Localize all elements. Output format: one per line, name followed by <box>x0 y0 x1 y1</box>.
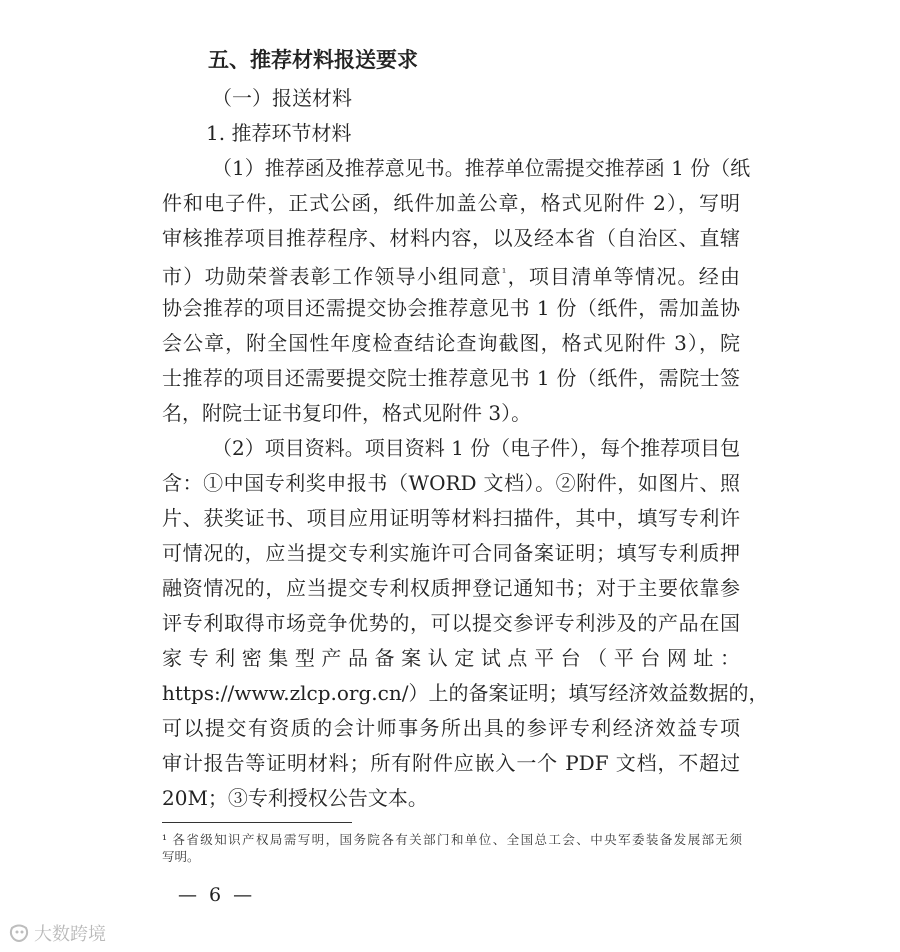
section-heading: 五、推荐材料报送要求 <box>208 47 418 72</box>
paragraph-line: 评专利取得市场竞争优势的，可以提交参评专利涉及的产品在国 <box>162 611 740 635</box>
paragraph-line: 名，附院士证书复印件，格式见附件 3）。 <box>162 401 532 425</box>
paragraph-line: 家专利密集型产品备案认定试点平台（平台网址： <box>162 646 740 670</box>
subsection-heading: （一）报送材料 <box>212 86 352 110</box>
paragraph-line: （1）推荐函及推荐意见书。推荐单位需提交推荐函 1 份（纸 <box>212 156 751 180</box>
paragraph-line: 20M；③专利授权公告文本。 <box>162 786 428 810</box>
paragraph-line: 可情况的，应当提交专利实施许可合同备案证明；填写专利质押 <box>162 541 740 565</box>
paragraph-line: （2）项目资料。项目资料 1 份（电子件），每个推荐项目包 <box>212 436 741 460</box>
footnote-line: ¹ 各省级知识产权局需写明，国务院各有关部门和单位、全国总工会、中央军委装备发展部无须 <box>162 832 742 847</box>
paragraph-line: 件和电子件，正式公函，纸件加盖公章，格式见附件 2），写明 <box>162 191 740 215</box>
item-title: 1. 推荐环节材料 <box>206 121 352 145</box>
watermark <box>8 920 106 946</box>
paragraph-line: 融资情况的，应当提交专利权质押登记通知书；对于主要依靠参 <box>162 576 740 600</box>
paragraph-line: 审计报告等证明材料；所有附件应嵌入一个 PDF 文档，不超过 <box>162 751 740 775</box>
footnote-marker: ¹ <box>501 266 507 279</box>
paragraph-line: 士推荐的项目还需要提交院士推荐意见书 1 份（纸件，需院士签 <box>162 366 740 390</box>
paragraph-line: 协会推荐的项目还需提交协会推荐意见书 1 份（纸件，需加盖协 <box>162 296 740 320</box>
footnote-divider <box>162 822 352 823</box>
watermark-text: 大数跨境 <box>34 924 106 945</box>
paragraph-line: https://www.zlcp.org.cn/）上的备案证明；填写经济效益数据的， <box>162 681 769 705</box>
paragraph-text: ，项目清单等情况。经由 <box>506 264 741 289</box>
paragraph-line: 片、获奖证书、项目应用证明等材料扫描件，其中，填写专利许 <box>162 506 740 530</box>
paragraph-line: 审核推荐项目推荐程序、材料内容，以及经本省（自治区、直辖 <box>162 226 740 250</box>
paragraph-line: 含：①中国专利奖申报书（WORD 文档）。②附件，如图片、照 <box>162 471 740 495</box>
paragraph-text: 市）功勋荣誉表彰工作领导小组同意 <box>162 264 502 289</box>
paragraph-line <box>162 261 740 289</box>
page-number: — 6 — <box>178 884 256 906</box>
paragraph-line: 可以提交有资质的会计师事务所出具的参评专利经济效益专项 <box>162 716 740 740</box>
paragraph-line: 会公章，附全国性年度检查结论查询截图，格式见附件 3），院 <box>162 331 740 355</box>
brand-logo-icon <box>8 922 30 944</box>
footnote-line: 写明。 <box>162 849 200 864</box>
